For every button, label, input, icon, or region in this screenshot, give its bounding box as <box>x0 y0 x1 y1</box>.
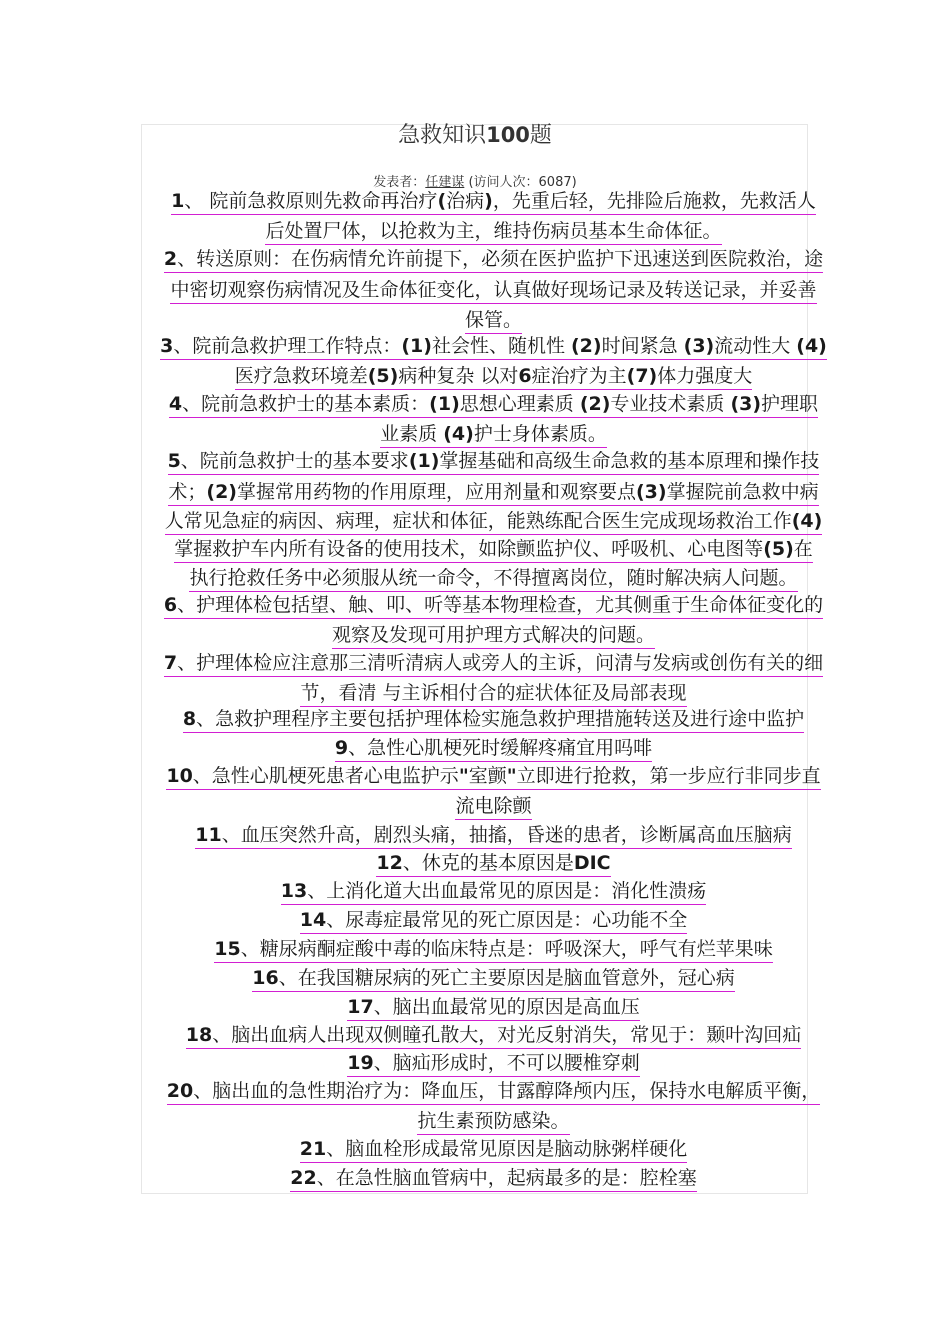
list-marker: ( <box>437 190 447 212</box>
question-text: 中密切观察伤病情况及生命体征变化，认真做好现场记录及转送记录，并妥善 <box>170 279 817 301</box>
link-underline <box>160 359 827 360</box>
question-text: 、院前急救护理工作特点： <box>173 335 402 357</box>
question-text: 、 院前急救原则先救命再治疗 <box>184 190 438 212</box>
question-number: 4 <box>168 393 183 415</box>
list-marker: " <box>506 765 517 787</box>
question-line <box>141 391 846 417</box>
link-underline <box>170 303 816 304</box>
question-line <box>141 680 846 706</box>
list-marker: (4) <box>791 510 823 532</box>
link-underline <box>168 474 820 475</box>
question-number: 21 <box>299 1138 327 1160</box>
question-text: 体力强度大 <box>657 365 753 387</box>
link-underline <box>164 272 823 273</box>
link-underline <box>195 848 791 849</box>
question-number: 1 <box>171 190 185 212</box>
post-meta: 发表者：任建谋 (访问人次：6087) <box>373 175 577 190</box>
page-title: 急救知识100题 <box>398 123 552 148</box>
question-text: 在 <box>793 538 813 560</box>
link-underline <box>214 962 772 963</box>
question-number: 9 <box>334 737 349 759</box>
question-text: 护士身体素质。 <box>473 423 607 445</box>
link-underline <box>376 876 610 877</box>
link-underline <box>186 1048 801 1049</box>
question-line <box>141 650 846 676</box>
question-line <box>141 622 846 648</box>
link-underline <box>165 534 823 535</box>
question-text: 、急救护理程序主要包括护理体检实施急救护理措施转送及进行途中监护 <box>196 708 805 730</box>
question-line <box>141 536 846 562</box>
question-text: 病种复杂 以对 <box>398 365 519 387</box>
question-number: 5 <box>167 450 181 472</box>
question-line <box>141 965 846 991</box>
question-number: 2 <box>163 248 178 270</box>
question-text: 、休克的基本原因是 <box>402 852 574 874</box>
question-text: 节，看清 与主诉相付合的症状体征及局部表现 <box>300 682 687 704</box>
question-text: 思想心理素质 <box>459 393 580 415</box>
list-marker: (1) <box>429 393 460 415</box>
question-line <box>141 1050 846 1076</box>
question-line <box>141 1165 846 1191</box>
question-text: 业素质 <box>380 423 444 445</box>
link-underline <box>335 761 652 762</box>
list-marker: (1) <box>408 450 440 472</box>
question-text: 室颤 <box>468 765 507 787</box>
question-number: 12 <box>376 852 403 874</box>
link-underline <box>164 676 823 677</box>
question-number: 20 <box>166 1080 194 1102</box>
link-underline <box>332 648 655 649</box>
question-line <box>141 793 846 819</box>
question-number: 3 <box>160 335 174 357</box>
list-marker: (5) <box>763 538 794 560</box>
question-line <box>141 307 846 333</box>
question-text: 执行抢救任务中必须服从统一命令，不得擅离岗位，随时解决病人问题。 <box>189 567 798 589</box>
list-marker: (5) <box>367 365 399 387</box>
question-text: 抗生素预防感染。 <box>417 1110 570 1132</box>
question-text: 流动性大 <box>714 335 797 357</box>
question-text: 、上消化道大出血最常见的原因是：消化性溃疡 <box>307 880 707 902</box>
question-text: 时间紧急 <box>601 335 684 357</box>
question-number: 13 <box>280 880 308 902</box>
question-number: 10 <box>166 765 193 787</box>
question-line <box>141 277 846 303</box>
question-number: 6 <box>163 594 178 616</box>
question-line <box>141 218 846 244</box>
question-text: 症治疗为主 <box>531 365 627 387</box>
question-text: 观察及发现可用护理方式解决的问题。 <box>331 624 655 646</box>
question-line <box>141 448 846 474</box>
link-underline <box>252 991 734 992</box>
link-underline <box>347 1076 639 1077</box>
list-marker: (3) <box>636 481 667 503</box>
question-line <box>141 1022 846 1048</box>
question-line <box>141 706 846 732</box>
question-text: 、糖尿病酮症酸中毒的临床特点是：呼吸深大，呼气有烂苹果味 <box>240 938 773 960</box>
question-number: 8 <box>182 708 197 730</box>
question-text: 、血压突然升高，剧烈头痛，抽搐，昏迷的患者，诊断属高血压脑病 <box>221 824 792 846</box>
question-line <box>141 188 846 214</box>
question-text: 掌握常用药物的作用原理，应用剂量和观察要点 <box>236 481 636 503</box>
question-text: 治病 <box>446 190 485 212</box>
question-line <box>141 1136 846 1162</box>
question-line <box>141 363 846 389</box>
question-text: 掌握救护车内所有设备的使用技术，如除颤监护仪、呼吸机、心电图等 <box>174 538 764 560</box>
link-underline <box>174 562 813 563</box>
list-marker: (3) <box>730 393 762 415</box>
question-number: 14 <box>299 909 327 931</box>
question-text: 、护理体检应注意那三清听清病人或旁人的主诉，问清与发病或创伤有关的细 <box>177 652 824 674</box>
question-number: 11 <box>195 824 222 846</box>
list-marker: ) <box>484 190 493 212</box>
link-underline <box>281 904 706 905</box>
question-text: 、尿毒症最常见的死亡原因是：心功能不全 <box>326 909 688 931</box>
question-line <box>141 850 846 876</box>
list-marker: " <box>458 765 469 787</box>
question-text: 、脑血栓形成最常见原因是脑动脉粥样硬化 <box>326 1138 688 1160</box>
question-text: ，先重后轻，先排险后施救，先救活人 <box>492 190 816 212</box>
question-text: 、脑出血最常见的原因是高血压 <box>373 996 640 1018</box>
question-line <box>141 246 846 272</box>
question-line <box>141 333 846 359</box>
list-marker: (4) <box>443 423 474 445</box>
link-underline <box>164 618 823 619</box>
question-text: 社会性、随机性 <box>431 335 571 357</box>
question-text: 、护理体检包括望、触、叩、听等基本物理检查，尤其侧重于生命体征变化的 <box>177 594 824 616</box>
list-marker: (3) <box>683 335 715 357</box>
link-underline <box>167 1104 820 1105</box>
question-line <box>141 1078 846 1104</box>
question-text: 流电除颤 <box>455 795 532 817</box>
author-link[interactable]: 任建谋 <box>425 175 465 190</box>
list-marker: (1) <box>401 335 432 357</box>
question-number: 17 <box>347 996 374 1018</box>
question-number: 22 <box>290 1167 317 1189</box>
question-text: 、急性心肌梗死患者心电监护示 <box>192 765 459 787</box>
question-line <box>141 907 846 933</box>
question-line <box>141 479 846 505</box>
link-underline <box>417 1134 569 1135</box>
question-line <box>141 592 846 618</box>
question-text: 护理职 <box>761 393 819 415</box>
question-text: 术； <box>168 481 207 503</box>
list-marker: (2) <box>579 393 611 415</box>
link-underline <box>455 819 531 820</box>
question-number: 19 <box>347 1052 374 1074</box>
question-text: 、转送原则：在伤病情允许前提下，必须在医护监护下迅速送到医院救治，途 <box>177 248 824 270</box>
link-underline <box>290 1191 696 1192</box>
question-number: 15 <box>214 938 241 960</box>
link-underline <box>300 1162 687 1163</box>
question-text: 掌握基础和高级生命急救的基本原理和操作技 <box>439 450 820 472</box>
list-marker: (2) <box>571 335 602 357</box>
question-text: 、院前急救护士的基本要求 <box>180 450 409 472</box>
link-underline <box>166 789 820 790</box>
question-number: 18 <box>185 1024 213 1046</box>
link-underline <box>347 1020 639 1021</box>
question-text: 保管。 <box>464 309 522 331</box>
question-text: 、脑疝形成时，不可以腰椎穿刺 <box>373 1052 640 1074</box>
question-line <box>141 735 846 761</box>
question-line <box>141 878 846 904</box>
question-line <box>141 763 846 789</box>
question-text: 立即进行抢救，第一步应行非同步直 <box>516 765 821 787</box>
visit-count: (访问人次：6087) <box>468 175 577 190</box>
question-text: 、在我国糖尿病的死亡主要原因是脑血管意外，冠心病 <box>278 967 735 989</box>
question-text: 、急性心肌梗死时缓解疼痛宜用吗啡 <box>348 737 653 759</box>
link-underline <box>168 505 818 506</box>
question-line <box>141 565 846 591</box>
question-line <box>141 822 846 848</box>
link-underline <box>300 933 687 934</box>
question-text: 专业技术素质 <box>610 393 731 415</box>
list-marker: (2) <box>206 481 237 503</box>
question-number: 16 <box>252 967 279 989</box>
list-marker: (7) <box>626 365 658 387</box>
question-line <box>141 994 846 1020</box>
question-text: 医疗急救环境差 <box>234 365 368 387</box>
list-marker: (4) <box>796 335 827 357</box>
question-text: 、在急性脑血管病中，起病最多的是：腔栓塞 <box>316 1167 697 1189</box>
question-number: 7 <box>163 652 178 674</box>
link-underline <box>183 732 804 733</box>
question-text: 人常见急症的病因、病理，症状和体征，能熟练配合医生完成现场救治工作 <box>164 510 792 532</box>
list-marker: 6 <box>518 365 532 387</box>
link-underline <box>169 417 818 418</box>
link-underline <box>265 244 721 245</box>
question-text: 后处置尸体，以抢救为主，维持伤病员基本生命体征。 <box>265 220 722 242</box>
question-text: 掌握院前急救中病 <box>666 481 819 503</box>
question-line <box>141 508 846 534</box>
link-underline <box>171 214 816 215</box>
list-marker: DIC <box>573 852 611 874</box>
question-text: 、院前急救护士的基本素质： <box>182 393 430 415</box>
question-text: 、脑出血病人出现双侧瞳孔散大，对光反射消失，常见于：颞叶沟回疝 <box>212 1024 802 1046</box>
question-line <box>141 1108 846 1134</box>
question-text: 、脑出血的急性期治疗为：降血压，甘露醇降颅内压，保持水电解质平衡， <box>193 1080 821 1102</box>
question-line <box>141 421 846 447</box>
question-line <box>141 936 846 962</box>
link-underline <box>235 389 753 390</box>
